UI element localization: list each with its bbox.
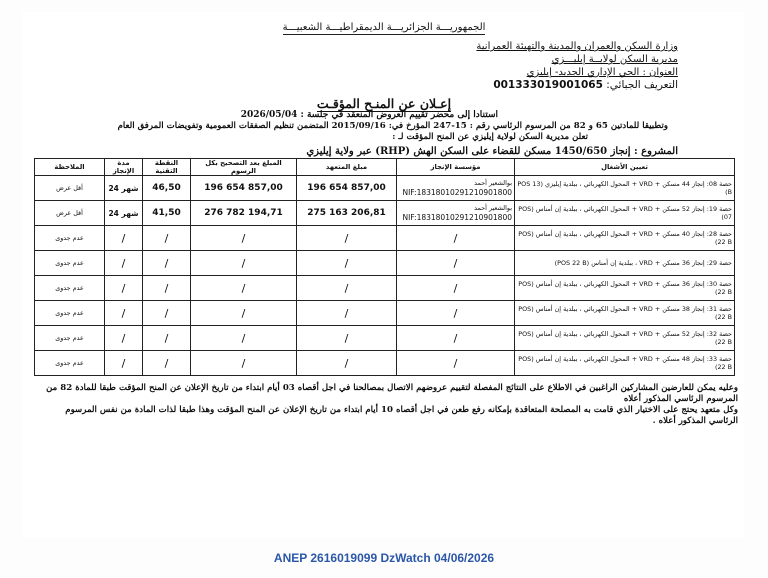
tax-id-number: 001333019001065	[493, 79, 603, 91]
row-corrected: 276 782 194,71	[191, 201, 297, 226]
notice-intro	[118, 110, 668, 143]
ministry-name: وزارة السكن والعمران والمدينة والتهيئة العمرانية	[476, 41, 678, 52]
row-duration: /	[105, 251, 143, 276]
row-duration: /	[105, 351, 143, 376]
col-duration: مدة الإنجاز	[105, 159, 143, 176]
row-remark: عدم جدوى	[35, 351, 105, 376]
table-row	[35, 176, 735, 201]
address-line: العنوان : الحي الإداري الجديد- إيليزي	[526, 67, 678, 78]
row-tech-score: /	[143, 251, 191, 276]
row-designation: حصة 08: إنجاز 44 مسكن + VRD + المحول الكهربائي ، ببلدية إيليزي (POS 13 B)	[515, 176, 735, 201]
row-designation: حصة 28: إنجاز 40 مسكن + VRD + المحول الكهربائي ، ببلدية إن أمناس (POS 22 B)	[515, 226, 735, 251]
row-company	[397, 176, 515, 201]
row-designation: حصة 19: إنجاز 52 مسكن + VRD + المحول الكهربائي ، ببلدية إن أمناس (POS 07)	[515, 201, 735, 226]
company-name: بوالشعير أحمد	[474, 179, 512, 187]
row-offer: 196 654 857,00	[297, 176, 397, 201]
company-nif: NIF:18318010291210901800	[402, 213, 512, 222]
company-name: بوالشعير أحمد	[474, 204, 512, 212]
table-header-row	[35, 159, 735, 176]
row-duration: /	[105, 226, 143, 251]
row-company: /	[397, 326, 515, 351]
col-remark: الملاحظة	[35, 159, 105, 176]
project-title: المشروع : إنجاز 1450/650 مسكن للقضاء على السكن الهش (RHP) عبر ولاية إيليزي	[306, 146, 678, 157]
row-remark: عدم جدوى	[35, 301, 105, 326]
row-tech-score: /	[143, 226, 191, 251]
col-designation: تعيين الأشغال	[515, 159, 735, 176]
row-remark: عدم جدوى	[35, 226, 105, 251]
row-offer: /	[297, 326, 397, 351]
row-company: /	[397, 301, 515, 326]
tax-id-label: التعريف الجبائي:	[606, 79, 678, 91]
row-company: /	[397, 276, 515, 301]
row-corrected: /	[191, 276, 297, 301]
row-offer: 275 163 206,81	[297, 201, 397, 226]
col-corrected: المبلغ بعد التصحيح بكل الرسوم	[191, 159, 297, 176]
col-tech-score: النقطة التقنية	[143, 159, 191, 176]
row-corrected: /	[191, 251, 297, 276]
row-offer: /	[297, 251, 397, 276]
row-offer: /	[297, 351, 397, 376]
row-duration: /	[105, 301, 143, 326]
table-row	[35, 301, 735, 326]
row-tech-score: /	[143, 301, 191, 326]
table-row	[35, 251, 735, 276]
row-corrected: /	[191, 226, 297, 251]
company-nif: NIF:18318010291210901800	[402, 188, 512, 197]
table-row	[35, 226, 735, 251]
publication-footer: ANEP 2616019099 DzWatch 04/06/2026	[273, 551, 495, 565]
issuer-block	[476, 40, 678, 92]
intro-line-1: استنادا إلى محضر تقييم العروض المنعقد في جلسة : 2026/05/04	[240, 110, 498, 120]
row-tech-score: 41,50	[143, 201, 191, 226]
row-remark: عدم جدوى	[35, 251, 105, 276]
row-duration: /	[105, 276, 143, 301]
row-company: /	[397, 251, 515, 276]
table-row	[35, 201, 735, 226]
row-designation: حصة 32: إنجاز 52 مسكن + VRD + المحول الكهربائي ، ببلدية إن أمناس (POS 22 B)	[515, 326, 735, 351]
row-duration: 24 شهر	[105, 201, 143, 226]
col-company: مؤسسة الإنجاز	[397, 159, 515, 176]
row-company	[397, 201, 515, 226]
note-appeal: وكل متعهد يحتج على الاختيار الذي قامت به المصلحة المتعاقدة بإمكانه رفع طعن في اجل أقصاه 10 أيام ابتداء من تاريخ الإعلان عن المنح المؤقت وهذا طبقا لذات المادة من نفس المرسوم الرئاسي المذكور أعلاه .	[65, 405, 738, 426]
col-offer: مبلغ المتعهد	[297, 159, 397, 176]
table-row	[35, 276, 735, 301]
note-consultation: وعليه يمكن للعارضين المشاركين الراغبين في الاطلاع على النتائج المفصلة لتقييم عروضهم الاتصال بمصالحنا في اجل أقصاه 03 أيام ابتداء من تاريخ الإعلان عن المنح المؤقت طبقا للمادة 82 من المرسوم الرئاسي المذكور أعلاه	[46, 383, 738, 404]
row-company: /	[397, 351, 515, 376]
notice-notes	[38, 383, 738, 427]
row-tech-score: /	[143, 351, 191, 376]
row-remark: أقل عرض	[35, 201, 105, 226]
row-remark: أقل عرض	[35, 176, 105, 201]
row-remark: عدم جدوى	[35, 276, 105, 301]
intro-line-3: تعلن مديرية السكن لولاية إيليزي عن المنح المؤقت لـ :	[392, 132, 588, 142]
republic-header: الجمهوريـــة الجزائريـــة الديمقراطيـــة الشعبيـــة	[282, 22, 486, 33]
direction-name: مديرية السكن لولايــة إيليـــزي	[551, 54, 678, 65]
row-corrected: /	[191, 351, 297, 376]
table-row	[35, 351, 735, 376]
row-remark: عدم جدوى	[35, 326, 105, 351]
results-table	[34, 158, 735, 376]
notice-title: إعـلان عن المنـح المؤقـت	[316, 96, 452, 111]
row-offer: /	[297, 276, 397, 301]
row-designation: حصة 33: إنجاز 48 مسكن + VRD + المحول الكهربائي ، ببلدية إن أمناس (POS 22 B)	[515, 351, 735, 376]
row-offer: /	[297, 226, 397, 251]
row-offer: /	[297, 301, 397, 326]
row-tech-score: 46,50	[143, 176, 191, 201]
row-tech-score: /	[143, 326, 191, 351]
row-tech-score: /	[143, 276, 191, 301]
row-company: /	[397, 226, 515, 251]
intro-line-2: وتطبيقا للمادتين 65 و 82 من المرسوم الرئاسي رقم : 15-247 المؤرخ في: 2015/09/16 المتضمن تنظيم الصفقات العمومية وتفويضات المرفق العام	[117, 121, 668, 131]
row-corrected: /	[191, 301, 297, 326]
row-corrected: /	[191, 326, 297, 351]
row-designation: حصة 30: إنجاز 36 مسكن + VRD + المحول الكهربائي ، ببلدية إن أمناس (POS 22 B)	[515, 276, 735, 301]
tax-id-line	[476, 79, 678, 92]
row-corrected: 196 654 857,00	[191, 176, 297, 201]
table-row	[35, 326, 735, 351]
row-duration: /	[105, 326, 143, 351]
row-designation: حصة 29: إنجاز 36 مسكن + VRD ، ببلدية إن أمناس (POS 22 B)	[515, 251, 735, 276]
row-duration: 24 شهر	[105, 176, 143, 201]
row-designation: حصة 31: إنجاز 38 مسكن + VRD + المحول الكهربائي ، ببلدية إن أمناس (POS 22 B)	[515, 301, 735, 326]
